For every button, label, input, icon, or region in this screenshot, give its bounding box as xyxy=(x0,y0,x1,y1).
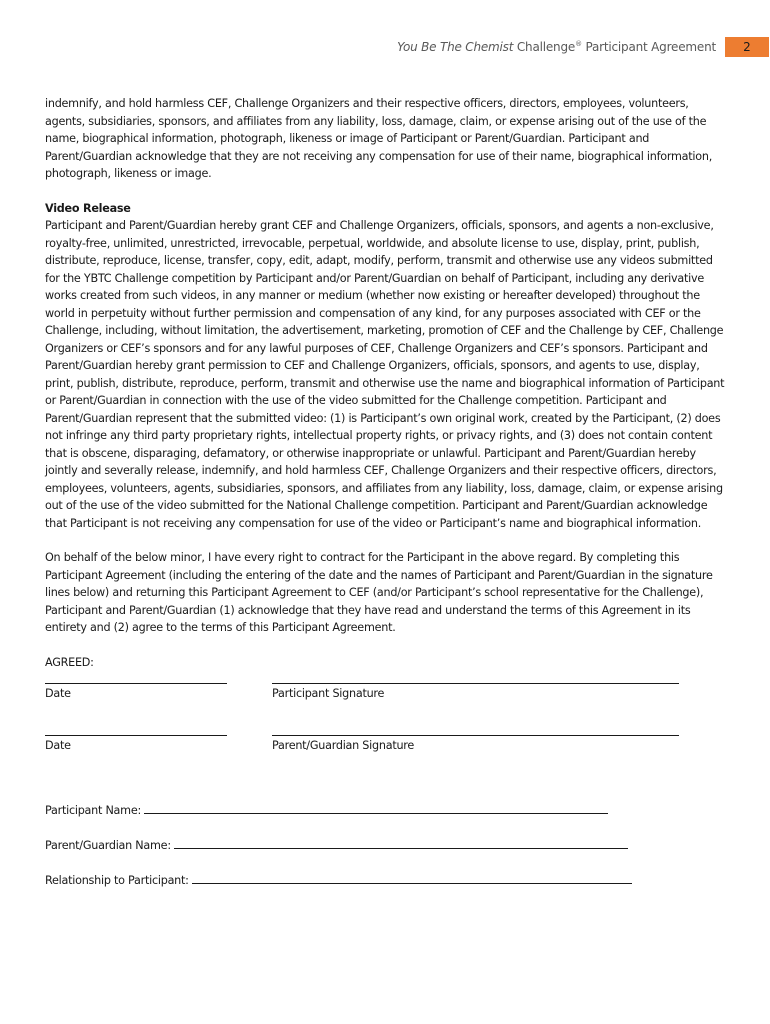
date-label: Date xyxy=(45,687,71,700)
parent-guardian-name-label: Parent/Guardian Name: xyxy=(45,839,171,852)
header-title xyxy=(397,40,716,54)
page-header xyxy=(0,37,770,59)
relationship-field xyxy=(45,872,729,907)
parent-guardian-name-line[interactable] xyxy=(174,838,628,849)
participant-name-line[interactable] xyxy=(144,803,608,814)
intro-paragraph: indemnify, and hold harmless CEF, Challenge Organizers and their respective officers, directors, employees, volunteers, agents, subsidiaries, sponsors, and affiliates from any liability, loss, damage, claim, or expense arising out of the use of the name, biographical information, photograph, likeness or image of Participant or Parent/Guardian. Participant and Parent/Guardian acknowledge that they are not receiving any compensation for use of their name, biographical information, photograph, likeness or image. xyxy=(45,97,713,180)
page-number-badge: 2 xyxy=(725,37,769,57)
participant-name-field xyxy=(45,802,729,837)
participant-signature-row xyxy=(45,671,729,723)
date-line[interactable] xyxy=(45,683,227,684)
relationship-line[interactable] xyxy=(192,873,632,884)
participant-signature-label: Participant Signature xyxy=(272,687,385,700)
video-release-heading: Video Release xyxy=(45,201,131,215)
registered-mark: ® xyxy=(575,40,582,48)
agreed-label: AGREED: xyxy=(45,655,94,669)
closing-paragraph: On behalf of the below minor, I have every right to contract for the Participant in the above regard. By completing this Participant Agreement (including the entering of the date and the names of Participant and Parent/Guardian in the signature lines below) and returning this Participant Agreement to CEF (and/or Participant’s school representative for the Challenge), Participant and Parent/Guardian (1) acknowledge that they have read and understand the terms of this Agreement in its entirety and (2) agree to the terms of this Participant Agreement. xyxy=(45,551,713,634)
document-body xyxy=(45,95,729,907)
header-title-italic: You Be The Chemist xyxy=(397,40,514,54)
header-title-challenge: Challenge xyxy=(513,40,576,54)
parent-guardian-signature-label: Parent/Guardian Signature xyxy=(272,739,415,752)
participant-name-label: Participant Name: xyxy=(45,804,141,817)
parent-guardian-name-field xyxy=(45,837,729,872)
relationship-label: Relationship to Participant: xyxy=(45,874,189,887)
parent-guardian-signature-line[interactable] xyxy=(272,735,679,736)
date-label: Date xyxy=(45,739,71,752)
header-title-end: Participant Agreement xyxy=(581,40,716,54)
parent-signature-row xyxy=(45,723,729,775)
participant-signature-line[interactable] xyxy=(272,683,679,684)
video-release-paragraph: Participant and Parent/Guardian hereby grant CEF and Challenge Organizers, officials, sponsors, and agents a non-exclusive, royalty-free, unlimited, unrestricted, irrevocable, perpetual, worldwide, and absolute license to use, display, print, publish, distribute, reproduce, license, transfer, copy, edit, adapt, modify, perform, transmit and otherwise use any videos submitted for the YBTC Challenge competition by Participant and/or Parent/Guardian on behalf of Participant, including any derivative works created from such videos, in any manner or medium (whether now existing or hereafter developed) throughout the world in perpetuity without further permission and compensation of any kind, for any purposes associated with CEF or the Challenge, including, without limitation, the advertisement, marketing, promotion of CEF and the Challenge by CEF, Challenge Organizers or CEF’s sponsors and for any lawful purposes of CEF, Challenge Organizers and CEF’s sponsors. Participant and Parent/Guardian hereby grant permission to CEF and Challenge Organizers, officials, sponsors, and agents to use, display, print, publish, distribute, reproduce, perform, transmit and otherwise use the name and biographical information of Participant or Parent/Guardian in connection with the use of the video submitted for the Challenge competition. Participant and Parent/Guardian represent that the submitted video: (1) is Participant’s own original work, created by the Participant, (2) does not infringe any third party proprietary rights, intellectual property rights, or privacy rights, and (3) does not contain content that is obscene, disparaging, defamatory, or otherwise inappropriate or unlawful. Participant and Parent/Guardian hereby jointly and severally release, indemnify, and hold harmless CEF, Challenge Organizers and their respective officers, directors, employees, volunteers, agents, subsidiaries, sponsors, and affiliates from any liability, loss, damage, claim, or expense arising out of the use of the video submitted for the National Challenge competition. Participant and Parent/Guardian acknowledge that Participant is not receiving any compensation for use of the video or Participant’s name and biographical information. xyxy=(45,219,725,530)
date-line[interactable] xyxy=(45,735,227,736)
